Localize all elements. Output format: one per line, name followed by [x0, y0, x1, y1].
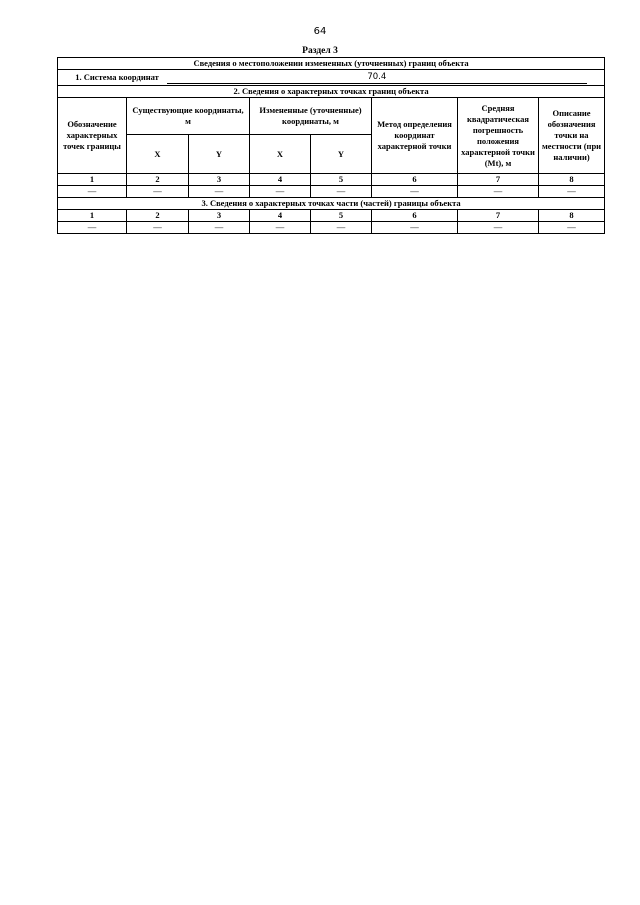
column-number: 2 [127, 174, 189, 186]
empty-data-row [58, 222, 605, 234]
empty-cell: — [539, 186, 605, 198]
empty-cell: — [250, 222, 311, 234]
column-number-row [58, 174, 605, 186]
column-number: 7 [458, 210, 539, 222]
empty-cell: — [311, 186, 372, 198]
boundary-table [57, 57, 605, 234]
header-designation: Обозначение характерных точек границы [58, 98, 127, 174]
column-number: 1 [58, 174, 127, 186]
coord-system-row [58, 70, 605, 86]
coord-system-value: 70.4 [167, 72, 587, 84]
column-number: 5 [311, 174, 372, 186]
empty-cell: — [189, 186, 250, 198]
empty-cell: — [372, 222, 458, 234]
empty-cell: — [372, 186, 458, 198]
empty-cell: — [58, 222, 127, 234]
empty-cell: — [458, 186, 539, 198]
column-number: 3 [189, 210, 250, 222]
coord-system-label: 1. Система координат [75, 72, 159, 83]
header-method: Метод определения координат характерной точки [372, 98, 458, 174]
empty-cell: — [311, 222, 372, 234]
header-changed-y: Y [311, 135, 372, 174]
empty-cell: — [458, 222, 539, 234]
column-number: 8 [539, 174, 605, 186]
column-number: 7 [458, 174, 539, 186]
column-number: 6 [372, 174, 458, 186]
empty-cell: — [127, 222, 189, 234]
column-number-row [58, 210, 605, 222]
column-number: 3 [189, 174, 250, 186]
column-number: 5 [311, 210, 372, 222]
points-section-title: 2. Сведения о характерных точках границ объекта [58, 86, 605, 98]
column-number: 1 [58, 210, 127, 222]
empty-cell: — [189, 222, 250, 234]
column-number: 2 [127, 210, 189, 222]
empty-cell: — [58, 186, 127, 198]
header-changed-coords: Измененные (уточненные) координаты, м [250, 98, 372, 135]
page-number: 64 [313, 26, 327, 37]
column-number: 8 [539, 210, 605, 222]
empty-data-row [58, 186, 605, 198]
header-mean-error: Средняя квадратическая погрешность положения характерной точки (Mt), м [458, 98, 539, 174]
empty-cell: — [127, 186, 189, 198]
header-description: Описание обозначения точки на местности (при наличии) [539, 98, 605, 174]
empty-cell: — [250, 186, 311, 198]
empty-cell: — [539, 222, 605, 234]
header-changed-x: X [250, 135, 311, 174]
header-existing-x: X [127, 135, 189, 174]
column-number: 4 [250, 210, 311, 222]
header-existing-y: Y [189, 135, 250, 174]
column-number: 4 [250, 174, 311, 186]
header-existing-coords: Существующие координаты, м [127, 98, 250, 135]
table-title: Сведения о местоположении измененных (уточненных) границ объекта [58, 58, 605, 70]
section-title: Раздел 3 [302, 46, 338, 56]
part-section-title: 3. Сведения о характерных точках части (частей) границы объекта [58, 198, 605, 210]
column-number: 6 [372, 210, 458, 222]
